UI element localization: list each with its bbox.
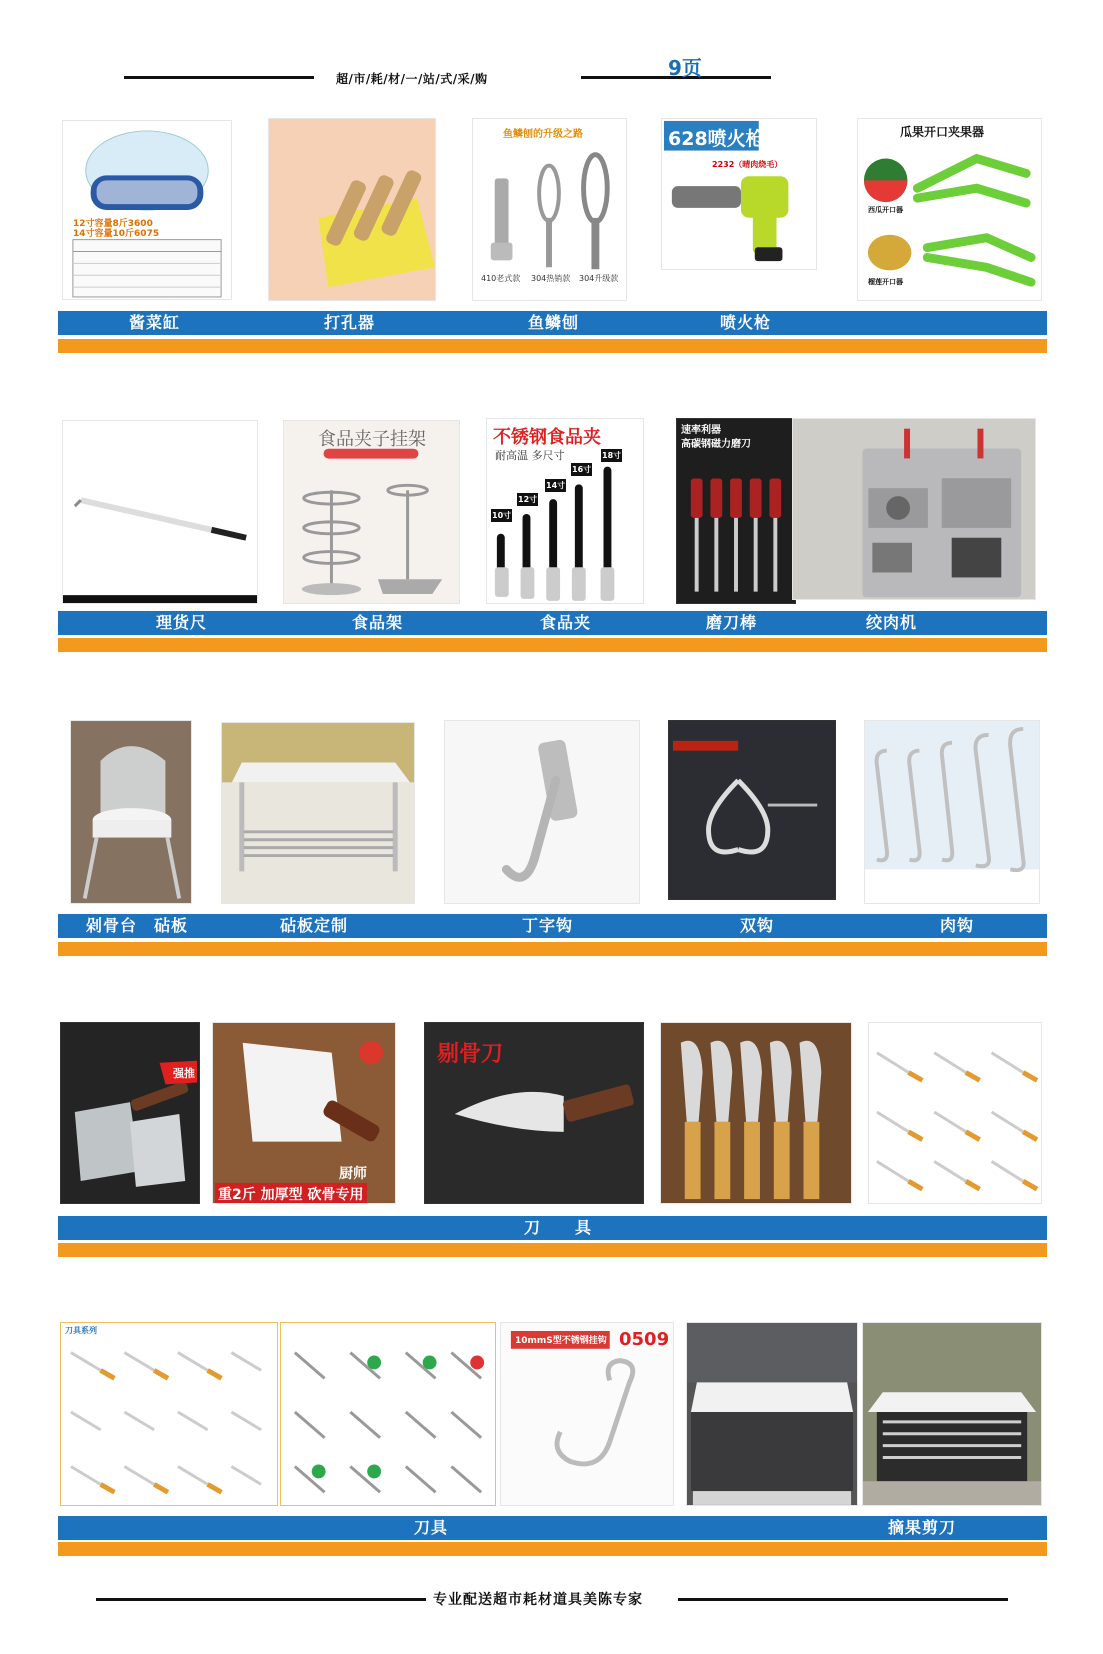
product-image-knife-catalog <box>868 1022 1042 1204</box>
product-image-hole-punch <box>268 118 436 301</box>
fish-scaler-upgrade: 304升级款 <box>579 274 619 283</box>
product-image-fruit-opener <box>857 118 1042 301</box>
accent-bar-row-1 <box>58 339 1047 353</box>
category-bar-row-5 <box>58 1516 1047 1540</box>
product-image-s-hook <box>500 1322 674 1506</box>
header-title: 超/市/耗/材/一/站/式/采/购 <box>336 72 488 86</box>
accent-bar-row-3 <box>58 942 1047 956</box>
clip-rack-headline: 食品夹子挂架 <box>318 429 426 450</box>
product-image-meat-grinder <box>792 418 1036 600</box>
durian-opener-label: 榴莲开口器 <box>868 278 903 286</box>
product-image-custom-cutting-board <box>221 722 415 904</box>
product-image-food-clip-rack <box>283 420 460 604</box>
accent-bar-row-2 <box>58 638 1047 652</box>
chef-cleaver-headline: 厨师 <box>339 1166 367 1182</box>
watermelon-opener-label: 西瓜开口器 <box>868 206 903 214</box>
product-image-double-hook <box>668 720 836 900</box>
s-hook-title: 10mmS型不锈钢挂钩 <box>515 1336 607 1346</box>
tongs-size-12: 12寸 <box>518 495 538 504</box>
label-hole-punch: 打孔器 <box>324 313 376 332</box>
fish-scaler-old: 410老式款 <box>481 274 521 283</box>
product-image-boning-knife <box>424 1022 644 1204</box>
product-image-blowtorch <box>661 118 817 270</box>
header-rule-left <box>124 76 314 79</box>
label-custom-board: 砧板定制 <box>280 916 349 935</box>
product-image-pickle-jar <box>62 120 232 300</box>
fish-scaler-headline: 鱼鳞刨的升级之路 <box>503 129 583 140</box>
label-food-rack: 食品架 <box>352 613 404 632</box>
sharpening-rod-tag: 速率利器 <box>681 425 721 436</box>
product-image-scissors-catalog <box>280 1322 496 1506</box>
category-bar-row-4 <box>58 1216 1047 1240</box>
product-image-sickle-knives <box>660 1022 852 1204</box>
product-image-sharpening-rod <box>676 418 796 604</box>
label-meat-hook: 肉钩 <box>940 916 975 935</box>
label-fish-scaler: 鱼鳞刨 <box>528 313 580 332</box>
label-knives: 刀 具 <box>524 1218 593 1237</box>
fruit-opener-headline: 瓜果开口夹果器 <box>900 125 985 139</box>
product-image-knife-series <box>60 1322 278 1506</box>
tongs-size-18: 18寸 <box>602 451 622 460</box>
label-fruit-scissors: 摘果剪刀 <box>888 1518 957 1537</box>
category-bar-row-1 <box>58 311 1047 335</box>
tongs-size-16: 16寸 <box>572 465 592 474</box>
accent-bar-row-4 <box>58 1243 1047 1257</box>
label-knife-set: 刀具 <box>414 1518 449 1537</box>
fish-scaler-hot: 304热销款 <box>531 274 571 283</box>
footer-slogan: 专业配送超市耗材道具美陈专家 <box>433 1592 643 1608</box>
label-chopping-table: 剁骨台 砧板 <box>86 916 189 935</box>
boning-knife-headline: 剔骨刀 <box>437 1042 504 1067</box>
tongs-size-14: 14寸 <box>546 481 566 490</box>
category-bar-row-2 <box>58 611 1047 635</box>
label-food-tongs: 食品夹 <box>540 613 592 632</box>
tongs-subtitle: 耐高温 多尺寸 <box>495 449 565 462</box>
s-hook-model: 0509 <box>619 1329 670 1350</box>
product-image-chopping-table <box>70 720 192 904</box>
cleaver-recommend-tag: 强推 <box>173 1067 195 1080</box>
accent-bar-row-5 <box>58 1542 1047 1556</box>
product-image-fish-scaler <box>472 118 627 301</box>
label-sharpening-rod: 磨刀棒 <box>706 613 758 632</box>
category-bar-row-3 <box>58 914 1047 938</box>
blowtorch-headline: 628喷火枪 <box>668 128 765 150</box>
blowtorch-model: 2232（晴肉烧毛） <box>712 160 783 169</box>
label-blowtorch: 喷火枪 <box>720 313 772 332</box>
label-pickle-jar: 酱菜缸 <box>129 313 181 332</box>
label-meat-grinder: 绞肉机 <box>866 613 918 632</box>
tongs-headline: 不锈钢食品夹 <box>493 427 601 448</box>
product-image-stock-ruler <box>62 420 258 604</box>
product-image-t-hook <box>444 720 640 904</box>
tongs-size-10: 10寸 <box>492 511 512 520</box>
product-image-meat-hooks <box>864 720 1040 904</box>
product-image-food-tongs <box>486 418 644 604</box>
footer-rule-left <box>96 1598 426 1601</box>
sharpening-rod-headline: 高碳钢磁力磨刀 <box>681 439 751 450</box>
product-image-cleaver-set <box>60 1022 200 1204</box>
label-double-hook: 双钩 <box>740 916 775 935</box>
footer-rule-right <box>678 1598 1008 1601</box>
product-image-chef-cleaver <box>212 1022 396 1204</box>
product-image-steel-table <box>862 1322 1042 1506</box>
product-image-display-counter <box>686 1322 858 1506</box>
label-t-hook: 丁字钩 <box>522 916 574 935</box>
chef-cleaver-tagline: 重2斤 加厚型 砍骨专用 <box>215 1183 367 1204</box>
jar-capacity-12: 12寸容量8斤3600 <box>73 219 153 229</box>
page-number: 9页 <box>668 56 702 80</box>
jar-capacity-14: 14寸容量10斤6075 <box>73 229 160 239</box>
knife-series-title: 刀具系列 <box>65 1326 97 1335</box>
label-stock-ruler: 理货尺 <box>156 613 208 632</box>
